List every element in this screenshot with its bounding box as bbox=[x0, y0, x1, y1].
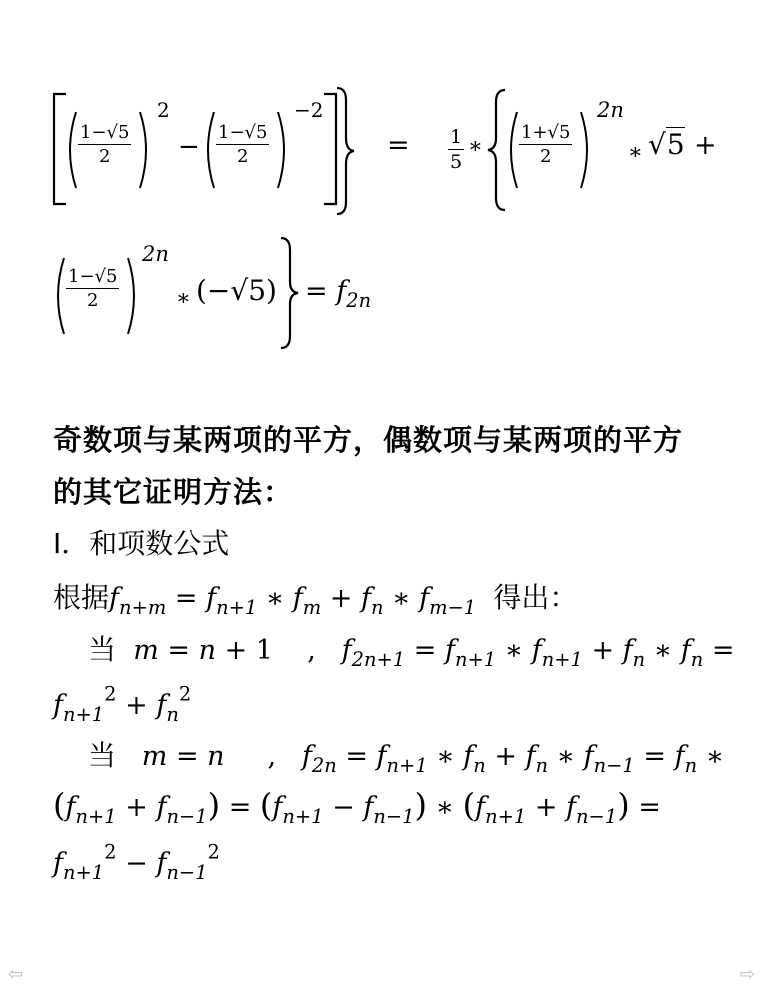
plus-sign: + bbox=[694, 130, 717, 161]
section-title: I．和项数公式 bbox=[53, 527, 230, 560]
case-2-line-1: 当 m = n , $f_{2n} = f_{n+1}$ ∗ $f_n + f_n$ ∗ $f_{n-1} = f_n$ ∗ bbox=[88, 739, 725, 777]
right-paren bbox=[126, 256, 142, 336]
right-paren bbox=[276, 110, 292, 190]
fraction-1-minus-sqrt5-over-2: 1−√5 2 bbox=[218, 122, 268, 167]
left-paren bbox=[62, 110, 78, 190]
multiply-sign: ∗ bbox=[176, 286, 191, 311]
heading-line-2: 的其它证明方法： bbox=[53, 475, 294, 509]
exponent-2n: 2n bbox=[597, 98, 624, 122]
multiply-sign: ∗ bbox=[628, 140, 643, 165]
left-paren bbox=[200, 110, 216, 190]
fraction-1-plus-sqrt5-over-2: 1+√5 2 bbox=[521, 122, 571, 167]
multiply-sign: ∗ bbox=[468, 134, 483, 159]
fraction-one-fifth: 1 5 bbox=[450, 126, 463, 173]
right-paren bbox=[579, 110, 595, 190]
case-2-line-2: $(f_{n+1} + f_{n-1}) = (f_{n+1} - f_{n-1})$ ∗ $(f_{n+1} + f_{n-1})$ = bbox=[53, 786, 661, 828]
heading-line-1: 奇数项与某两项的平方，偶数项与某两项的平方 bbox=[53, 423, 684, 457]
derivation-intro: 根据$f_{n+m} = f_{n+1}$ ∗ $f_m + f_n$ ∗ $f_{m-1}$ 得出： bbox=[53, 581, 578, 619]
neg-sqrt-5: (−√5) bbox=[196, 274, 277, 307]
minus-sign: − bbox=[178, 132, 200, 162]
exponent-neg-2: −2 bbox=[294, 98, 324, 122]
right-curly-brace bbox=[334, 86, 356, 216]
left-paren bbox=[503, 110, 519, 190]
case-1-line-2: $f_{n+1}^2 + f_n^2$ bbox=[53, 682, 192, 726]
fraction-1-minus-sqrt5-over-2: 1−√5 2 bbox=[68, 266, 118, 311]
sqrt-5: √5 bbox=[648, 128, 685, 161]
equals-sign: = bbox=[387, 130, 410, 161]
case-1-line-1: 当 m = n + 1 , $f_{2n+1} = f_{n+1}$ ∗ $f_{n+1} + f_n$ ∗ $f_n$ = bbox=[88, 633, 735, 671]
next-page-arrow-icon[interactable]: ⇨ bbox=[739, 964, 755, 985]
exponent-2n: 2n bbox=[142, 242, 169, 266]
previous-page-arrow-icon[interactable]: ⇦ bbox=[8, 964, 24, 985]
right-paren bbox=[138, 110, 154, 190]
exponent-2: 2 bbox=[157, 98, 170, 122]
result-f2n: = $f_{2n}$ bbox=[305, 276, 372, 312]
right-curly-brace bbox=[278, 236, 300, 350]
case-2-line-3: $f_{n+1}^2 - f_{n-1}^2$ bbox=[53, 840, 220, 884]
fraction-1-minus-sqrt5-over-2: 1−√5 2 bbox=[80, 122, 130, 167]
left-paren bbox=[50, 256, 66, 336]
